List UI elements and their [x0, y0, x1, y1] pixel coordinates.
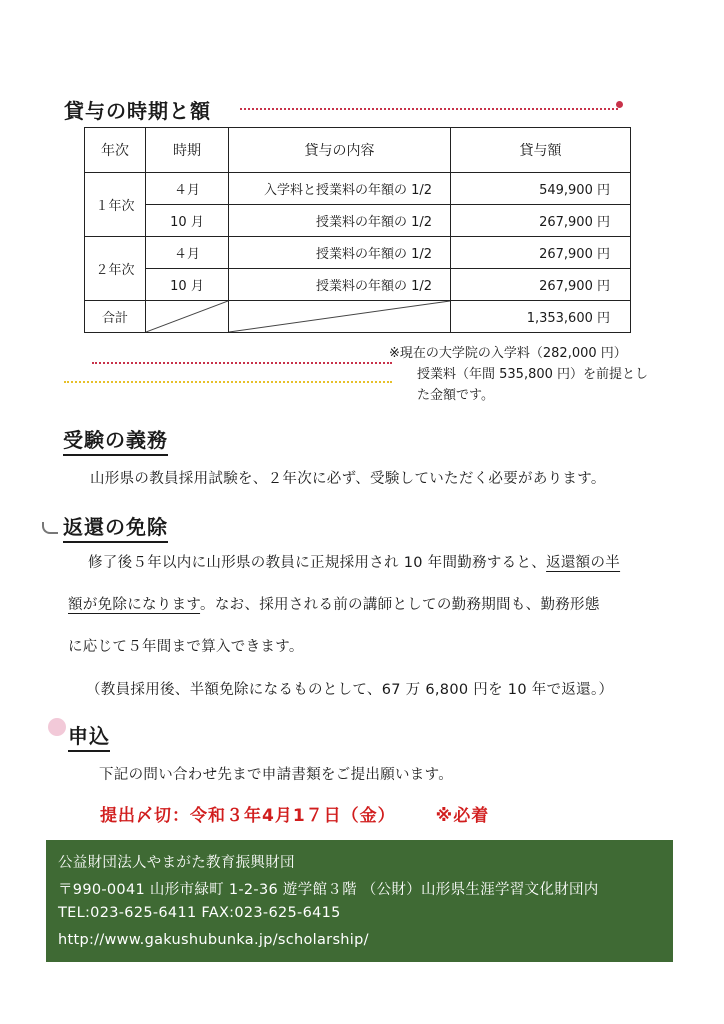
exam-section-heading: 受験の義務 [63, 424, 168, 456]
amount-cell: 267,900 円 [451, 205, 631, 237]
exemption-text: 修了後５年以内に山形県の教員に正規採用され 10 年間勤務すると、 [88, 555, 547, 571]
checkmark-icon [42, 522, 58, 534]
tel-fax: TEL:023-625-6411 FAX:023-625-6415 [58, 905, 341, 921]
exam-text: 山形県の教員採用試験を、２年次に必ず、受験していただく必要があります。 [90, 471, 606, 487]
exemption-line-1 [88, 551, 620, 572]
year-label: ２年次 [85, 237, 146, 301]
table-row [85, 269, 631, 301]
contact-footer [46, 840, 673, 962]
decorative-dotted-line [64, 381, 392, 383]
exemption-example: （教員採用後、半額免除になるものとして、67 万 6,800 円を 10 年で返還。） [86, 682, 614, 698]
header-period: 時期 [146, 128, 229, 173]
period-cell: ４月 [146, 173, 229, 205]
period-cell: ４月 [146, 237, 229, 269]
deadline-note: ※必着 [435, 806, 490, 826]
table-row [85, 237, 631, 269]
loan-schedule-table [84, 127, 631, 333]
note-line: た金額です。 [417, 388, 494, 403]
content-cell: 入学料と授業料の年額の 1/2 [229, 173, 451, 205]
content-cell: 授業料の年額の 1/2 [229, 269, 451, 301]
diagonal-cell [229, 301, 451, 333]
application-section-heading: 申込 [68, 720, 110, 752]
header-content: 貸与の内容 [229, 128, 451, 173]
exemption-highlight: 額が免除になります [68, 597, 201, 613]
amount-cell: 549,900 円 [451, 173, 631, 205]
period-cell: 10 月 [146, 269, 229, 301]
org-name: 公益財団法人やまがた教育振興財団 [58, 855, 295, 871]
application-text: 下記の問い合わせ先まで申請書類をご提出願います。 [99, 767, 454, 783]
deadline-date: 提出〆切：令和３年4月1７日（金） [100, 806, 396, 826]
table-total-row [85, 301, 631, 333]
heart-mark-icon [616, 101, 623, 108]
table-row [85, 173, 631, 205]
exemption-line-3: に応じて５年間まで算入できます。 [68, 639, 304, 655]
decorative-dotted-line [92, 362, 392, 364]
deadline [100, 801, 489, 826]
table-row [85, 205, 631, 237]
exemption-line-2 [68, 593, 600, 614]
exemption-highlight: 返還額の半 [546, 555, 621, 571]
table-header-row [85, 128, 631, 173]
amount-cell: 267,900 円 [451, 237, 631, 269]
heading-dotted-line [240, 108, 618, 110]
amount-cell: 267,900 円 [451, 269, 631, 301]
note-line: ※現在の大学院の入学料（282,000 円） [389, 346, 627, 361]
header-amount: 貸与額 [451, 128, 631, 173]
header-year: 年次 [85, 128, 146, 173]
exemption-section-heading: 返還の免除 [63, 511, 168, 543]
content-cell: 授業料の年額の 1/2 [229, 237, 451, 269]
flower-mark-icon [48, 718, 66, 736]
exemption-text: 。なお、採用される前の講師としての勤務期間も、勤務形態 [200, 597, 600, 613]
total-amount: 1,353,600 円 [451, 301, 631, 333]
address: 〒990-0041 山形市緑町 1-2-36 遊学館３階 （公財）山形県生涯学習文化財団内 [58, 882, 599, 898]
website-link[interactable]: http://www.gakushubunka.jp/scholarship/ [58, 932, 369, 948]
year-label: １年次 [85, 173, 146, 237]
content-cell: 授業料の年額の 1/2 [229, 205, 451, 237]
period-cell: 10 月 [146, 205, 229, 237]
loan-section-heading: 貸与の時期と額 [64, 99, 211, 123]
tuition-note [389, 343, 689, 406]
total-label: 合計 [85, 301, 146, 333]
note-line: 授業料（年間 535,800 円）を前提とし [417, 367, 649, 382]
diagonal-cell [146, 301, 229, 333]
